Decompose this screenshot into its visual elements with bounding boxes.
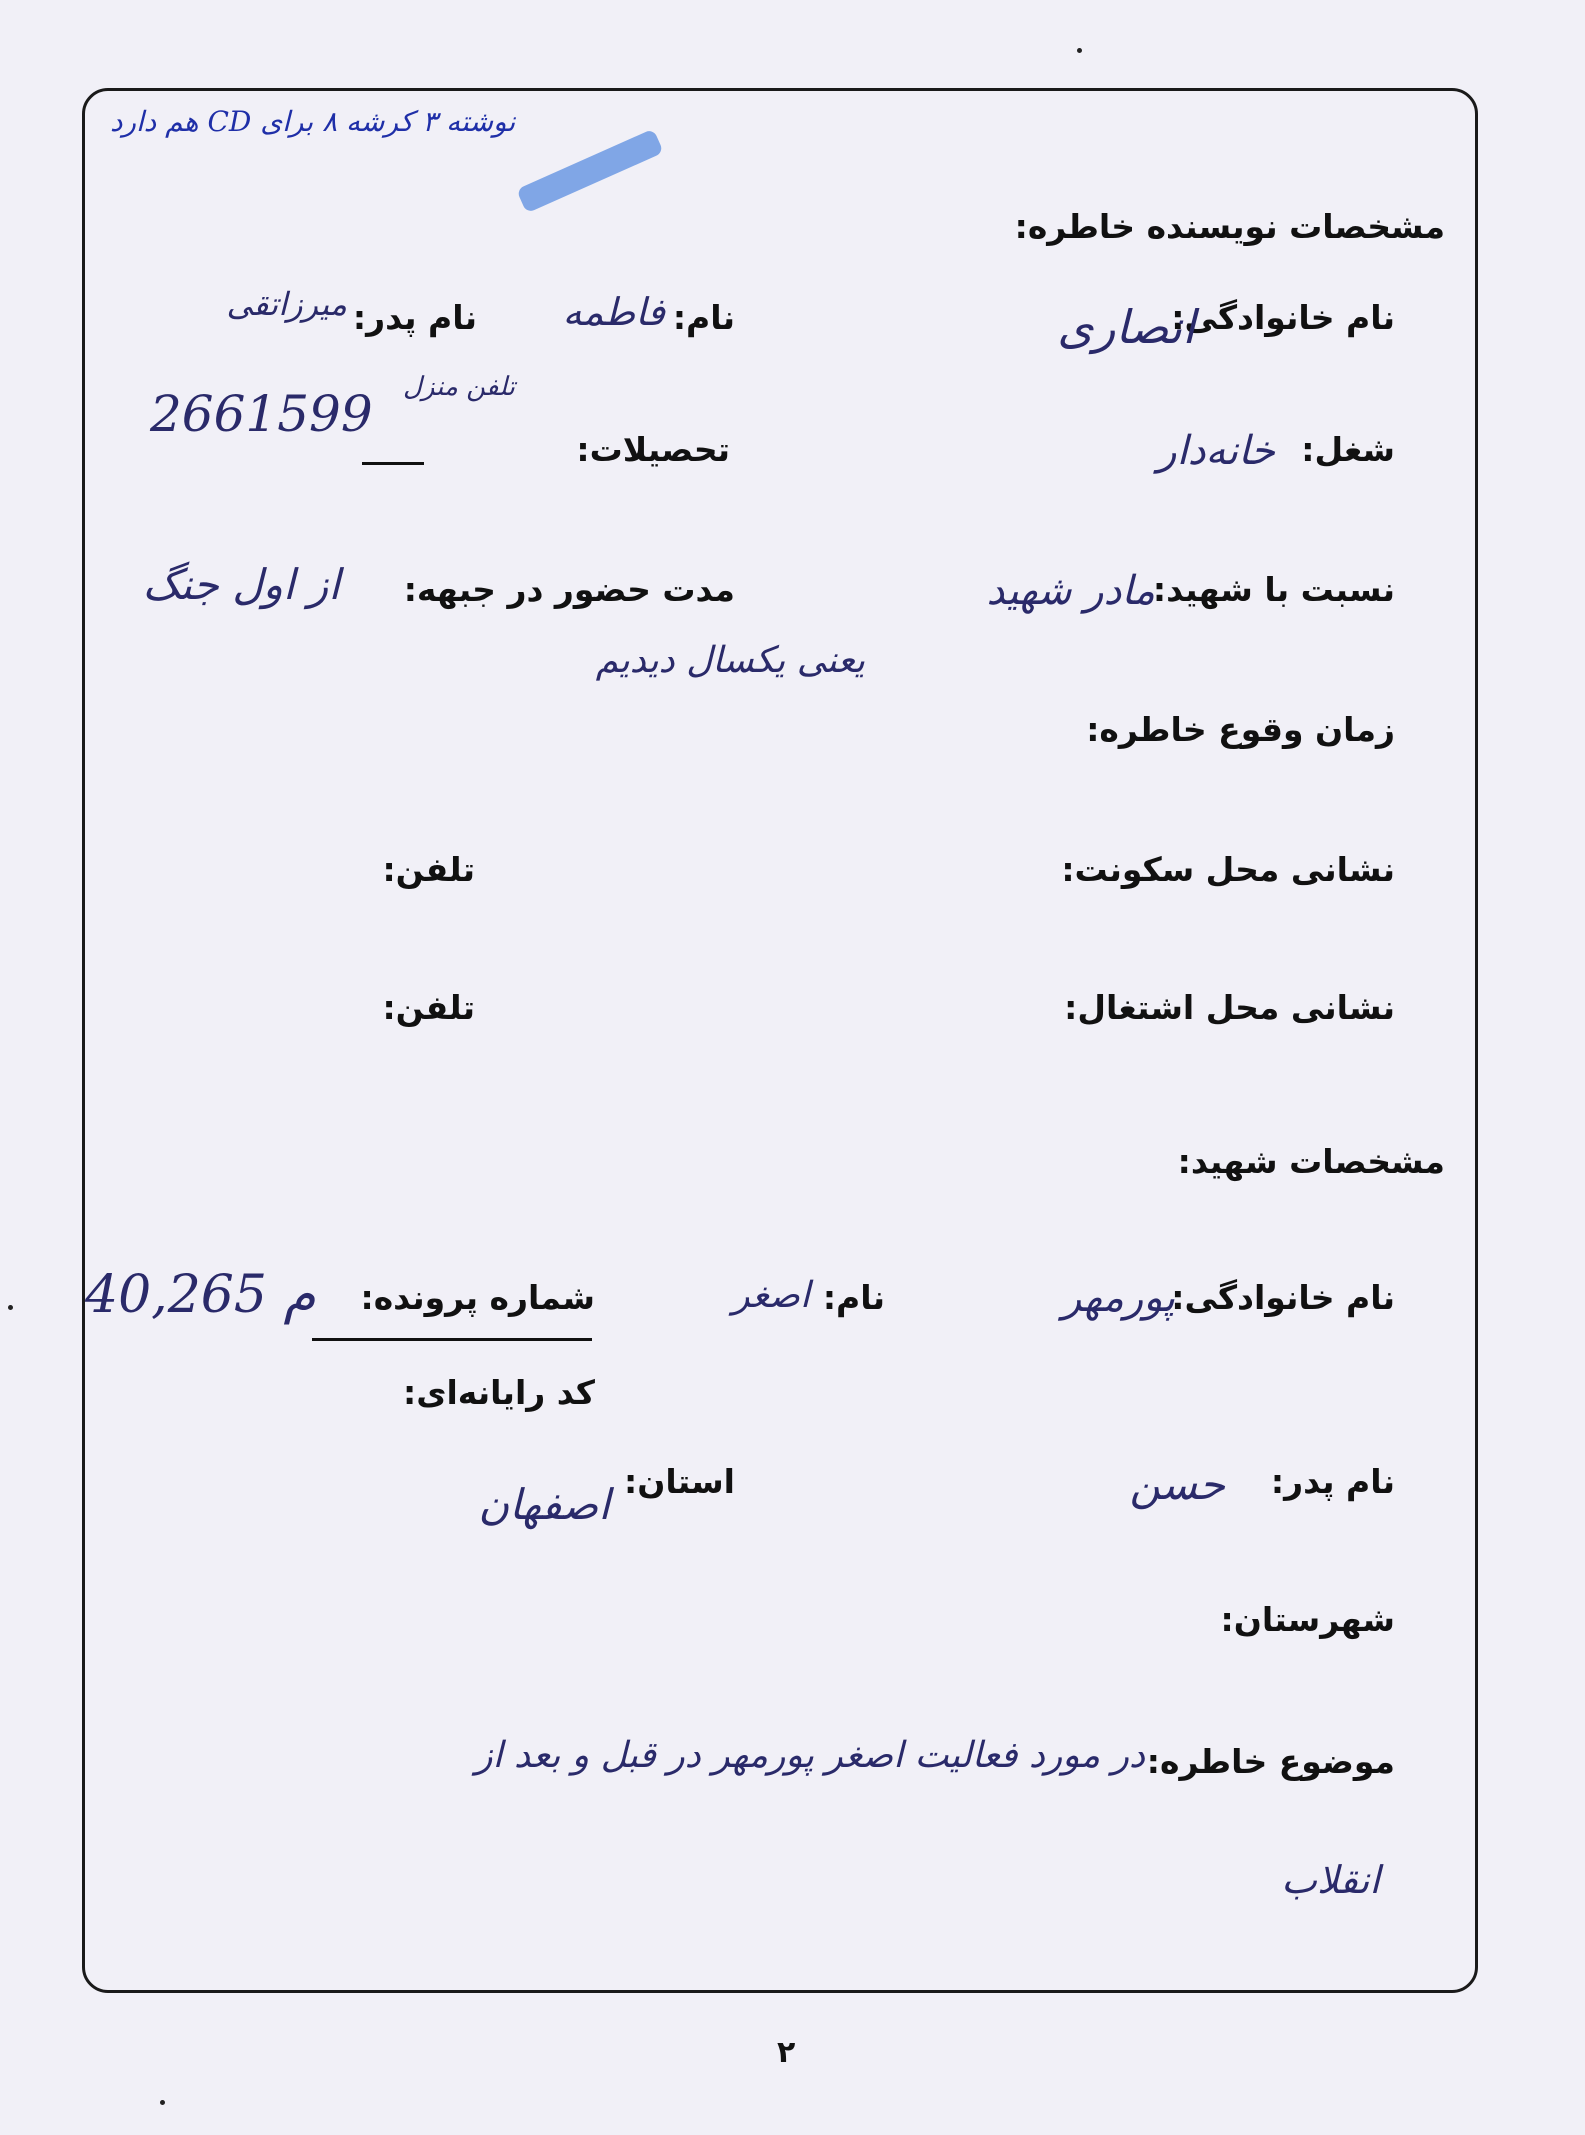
writer-name-value: فاطمه	[562, 290, 665, 334]
writer-job-value: خانه‌دار	[1157, 428, 1275, 474]
writer-front-duration-label: مدت حضور در جبهه:	[403, 570, 735, 609]
writer-section-heading: مشخصات نویسنده خاطره:	[1014, 207, 1445, 246]
memory-time-label: زمان وقوع خاطره:	[1086, 710, 1395, 749]
work-phone-label: تلفن:	[382, 988, 475, 1027]
writer-front-duration-note: یعنی یکسال دیدیم	[595, 640, 865, 681]
writer-relation-label: نسبت با شهید:	[1152, 570, 1395, 609]
martyr-computer-code-label: کد رایانه‌ای:	[403, 1373, 595, 1412]
martyr-province-value: اصفهان	[478, 1480, 610, 1529]
writer-front-duration-value: از اول جنگ	[142, 560, 340, 609]
martyr-family-value: پورمهر	[1061, 1275, 1175, 1321]
martyr-section-heading: مشخصات شهید:	[1177, 1142, 1445, 1181]
writer-father-value: میرزاتقی	[226, 285, 347, 323]
writer-education-label: تحصیلات:	[576, 430, 730, 469]
scan-speck	[160, 2100, 165, 2105]
scan-speck	[8, 1305, 13, 1310]
memory-topic-label: موضوع خاطره:	[1146, 1742, 1395, 1781]
home-address-label: نشانی محل سکونت:	[1061, 850, 1395, 889]
martyr-file-number-label: شماره پرونده:	[360, 1278, 595, 1317]
writer-father-label: نام پدر:	[352, 298, 477, 337]
writer-name-label: نام:	[672, 298, 735, 337]
phone-note-label: تلفن منزل	[402, 372, 515, 402]
home-phone-label: تلفن:	[382, 850, 475, 889]
work-address-label: نشانی محل اشتغال:	[1064, 988, 1395, 1027]
martyr-father-value: حسن	[1129, 1460, 1225, 1509]
page-number: ۲	[777, 2035, 796, 2070]
writer-job-label: شغل:	[1301, 430, 1395, 469]
file-number-underline	[312, 1338, 592, 1341]
memory-topic-value-line2: انقلاب	[1281, 1858, 1380, 1902]
corner-handwritten-note: نوشته ۳ کرشه ۸ برای CD هم دارد	[110, 105, 516, 138]
memory-topic-value-line1: در مورد فعالیت اصغر پورمهر در قبل و بعد از	[475, 1735, 1145, 1776]
martyr-file-number-value: 40,265 م	[85, 1265, 316, 1325]
martyr-name-value: اصغر	[732, 1275, 810, 1316]
education-blank-dash	[362, 462, 424, 465]
writer-family-value: انصاری	[1057, 300, 1195, 354]
martyr-father-label: نام پدر:	[1270, 1462, 1395, 1501]
martyr-province-label: استان:	[624, 1462, 735, 1501]
phone-note-value: 2661599	[150, 385, 373, 443]
form-border	[82, 88, 1478, 1993]
writer-relation-value: مادر شهید	[986, 568, 1155, 614]
martyr-name-label: نام:	[822, 1278, 885, 1317]
writer-family-label: نام خانوادگی:	[1171, 298, 1395, 337]
martyr-family-label: نام خانوادگی:	[1171, 1278, 1395, 1317]
scan-speck	[1077, 48, 1082, 53]
martyr-county-label: شهرستان:	[1220, 1600, 1395, 1639]
